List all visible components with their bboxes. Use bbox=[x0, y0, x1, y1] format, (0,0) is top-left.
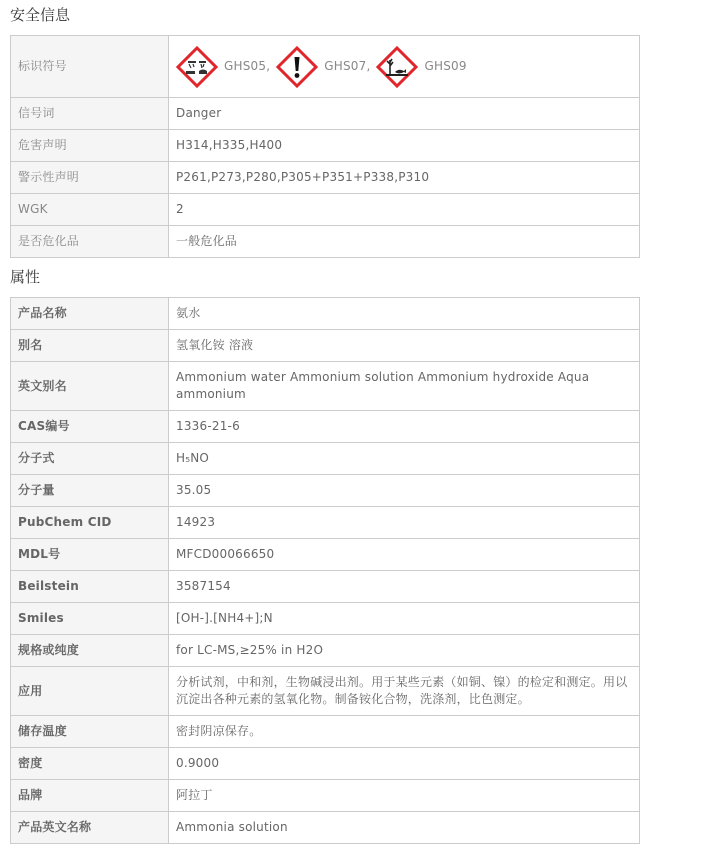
hazard-statements-link[interactable]: H314,H335,H400 bbox=[169, 130, 640, 162]
table-row bbox=[11, 603, 640, 635]
product-english-name-value: Ammonia solution bbox=[169, 812, 640, 844]
mdl-number-value: MFCD00066650 bbox=[169, 539, 640, 571]
smiles-value: [OH-].[NH4+];N bbox=[169, 603, 640, 635]
product-english-name-label: 产品英文名称 bbox=[11, 812, 169, 844]
table-row bbox=[11, 194, 640, 226]
hazard-statements-label: 危害声明 bbox=[11, 130, 169, 162]
table-row bbox=[11, 362, 640, 411]
safety-info-table bbox=[10, 35, 640, 258]
purity-label: 规格或纯度 bbox=[11, 635, 169, 667]
hazardous-chemical-label: 是否危化品 bbox=[11, 226, 169, 258]
wgk-value: 2 bbox=[169, 194, 640, 226]
properties-table bbox=[10, 297, 640, 844]
application-value: 分析试剂，中和剂，生物碱浸出剂。用于某些元素（如铜、镍）的检定和测定。用以沉淀出各种元素的氢氧化物。制备铵化合物，洗涤剂，比色测定。 bbox=[169, 667, 640, 716]
table-row bbox=[11, 539, 640, 571]
table-row bbox=[11, 812, 640, 844]
density-label: 密度 bbox=[11, 748, 169, 780]
corrosion-icon bbox=[176, 46, 218, 88]
english-alias-label: 英文别名 bbox=[11, 362, 169, 411]
brand-value: 阿拉丁 bbox=[169, 780, 640, 812]
smiles-label: Smiles bbox=[11, 603, 169, 635]
table-row bbox=[11, 330, 640, 362]
table-row bbox=[11, 667, 640, 716]
molecular-weight-value: 35.05 bbox=[169, 475, 640, 507]
precautionary-statements-link[interactable]: P261,P273,P280,P305+P351+P338,P310 bbox=[169, 162, 640, 194]
cas-number-label: CAS编号 bbox=[11, 411, 169, 443]
ghs-label: 标识符号 bbox=[11, 36, 169, 98]
cas-number-value: 1336-21-6 bbox=[169, 411, 640, 443]
mdl-number-label: MDL号 bbox=[11, 539, 169, 571]
storage-temp-value: 密封阴凉保存。 bbox=[169, 716, 640, 748]
safety-info-heading: 安全信息 bbox=[10, 6, 71, 24]
alias-value: 氢氧化铵 溶液 bbox=[169, 330, 640, 362]
product-name-value: 氨水 bbox=[169, 298, 640, 330]
beilstein-label: Beilstein bbox=[11, 571, 169, 603]
table-row bbox=[11, 780, 640, 812]
ghs09-code: GHS09 bbox=[424, 59, 467, 73]
precautionary-statements-label: 警示性声明 bbox=[11, 162, 169, 194]
product-name-label: 产品名称 bbox=[11, 298, 169, 330]
ghs05-code: GHS05, bbox=[224, 59, 271, 73]
table-row bbox=[11, 443, 640, 475]
table-row bbox=[11, 98, 640, 130]
table-row bbox=[11, 635, 640, 667]
table-row bbox=[11, 475, 640, 507]
purity-value: for LC-MS,≥25% in H2O bbox=[169, 635, 640, 667]
table-row bbox=[11, 226, 640, 258]
table-row bbox=[11, 507, 640, 539]
pubchem-cid-value: 14923 bbox=[169, 507, 640, 539]
ghs-pictograms bbox=[169, 36, 640, 98]
molecular-formula-label: 分子式 bbox=[11, 443, 169, 475]
molecular-weight-label: 分子量 bbox=[11, 475, 169, 507]
signal-word-value: Danger bbox=[169, 98, 640, 130]
table-row bbox=[11, 571, 640, 603]
environment-icon bbox=[376, 46, 418, 88]
ghs05-pictogram bbox=[176, 46, 270, 88]
table-row bbox=[11, 298, 640, 330]
table-row bbox=[11, 130, 640, 162]
signal-word-label: 信号词 bbox=[11, 98, 169, 130]
ghs09-pictogram bbox=[376, 46, 466, 88]
brand-label: 品牌 bbox=[11, 780, 169, 812]
wgk-label: WGK bbox=[11, 194, 169, 226]
properties-heading: 属性 bbox=[10, 268, 41, 286]
table-row bbox=[11, 748, 640, 780]
molecular-formula-value: H₅NO bbox=[169, 443, 640, 475]
beilstein-value: 3587154 bbox=[169, 571, 640, 603]
table-row bbox=[11, 36, 640, 98]
table-row bbox=[11, 716, 640, 748]
exclamation-icon bbox=[276, 46, 318, 88]
pubchem-cid-label: PubChem CID bbox=[11, 507, 169, 539]
ghs07-pictogram bbox=[276, 46, 370, 88]
table-row bbox=[11, 162, 640, 194]
density-value: 0.9000 bbox=[169, 748, 640, 780]
storage-temp-label: 储存温度 bbox=[11, 716, 169, 748]
english-alias-value: Ammonium water Ammonium solution Ammonium hydroxide Aqua ammonium bbox=[169, 362, 640, 411]
table-row bbox=[11, 411, 640, 443]
alias-label: 别名 bbox=[11, 330, 169, 362]
application-label: 应用 bbox=[11, 667, 169, 716]
hazardous-chemical-value: 一般危化品 bbox=[169, 226, 640, 258]
ghs07-code: GHS07, bbox=[324, 59, 371, 73]
